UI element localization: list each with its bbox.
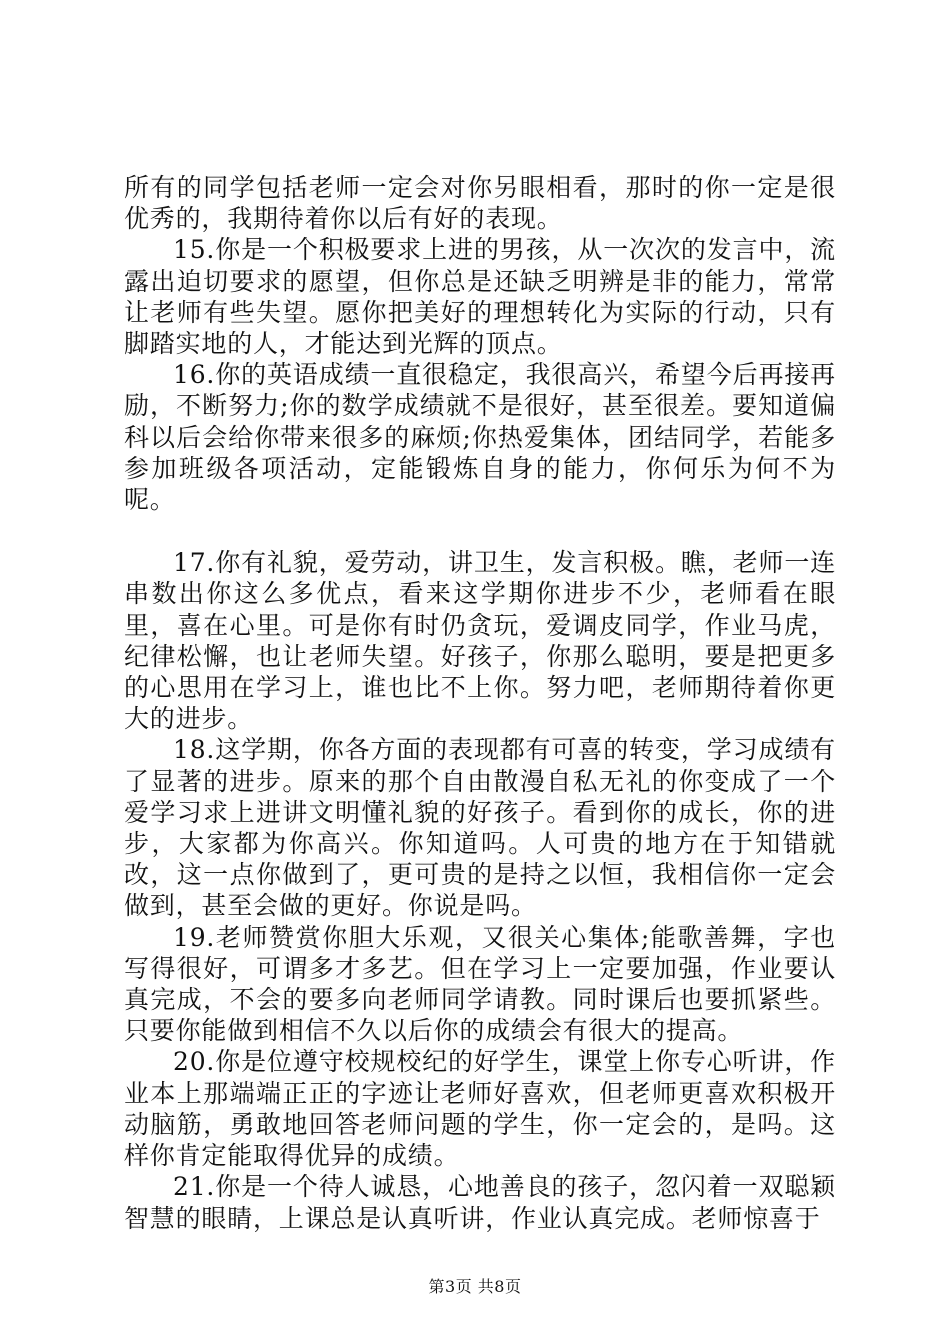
paragraph-20: 20.你是位遵守校规校纪的好学生，课堂上你专心听讲，作业本上那端端正正的字迹让老师好喜欢，但老师更喜欢积极开动脑筋，勇敢地回答老师问题的学生，你一定会的，是吗。这样你肯定能取得优异的成绩。 — [124, 1047, 836, 1171]
paragraph-21: 21.你是一个待人诚恳，心地善良的孩子，忽闪着一双聪颖智慧的眼睛，上课总是认真听讲，作业认真完成。老师惊喜于 — [124, 1172, 836, 1233]
paragraph-19: 19.老师赞赏你胆大乐观，又很关心集体;能歌善舞，字也写得很好，可谓多才多艺。但在学习上一定要加强，作业要认真完成，不会的要多向老师同学请教。同时课后也要抓紧些。只要你能做到相信不久以后你的成绩会有很大的提高。 — [124, 922, 836, 1046]
paragraph-16: 16.你的英语成绩一直很稳定，我很高兴，希望今后再接再励，不断努力;你的数学成绩就不是很好，甚至很差。要知道偏科以后会给你带来很多的麻烦;你热爱集体，团结同学，若能多参加班级各项活动，定能锻炼自身的能力，你何乐为何不为呢。 — [124, 360, 836, 515]
paragraph-15: 15.你是一个积极要求上进的男孩，从一次次的发言中，流露出迫切要求的愿望，但你总是还缺乏明辨是非的能力，常常让老师有些失望。愿你把美好的理想转化为实际的行动，只有脚踏实地的人，才能达到光辉的顶点。 — [124, 235, 836, 359]
paragraph-18: 18.这学期，你各方面的表现都有可喜的转变，学习成绩有了显著的进步。原来的那个自由散漫自私无礼的你变成了一个爱学习求上进讲文明懂礼貌的好孩子。看到你的成长，你的进步，大家都为你高兴。你知道吗。人可贵的地方在于知错就改，这一点你做到了，更可贵的是持之以恒，我相信你一定会做到，甚至会做的更好。你说是吗。 — [124, 735, 836, 921]
document-body — [124, 172, 836, 1234]
page-number-footer: 第3页 共8页 — [428, 1277, 522, 1296]
paragraph-14-continued: 所有的同学包括老师一定会对你另眼相看，那时的你一定是很优秀的，我期待着你以后有好的表现。 — [124, 173, 836, 234]
paragraph-17: 17.你有礼貌，爱劳动，讲卫生，发言积极。瞧，老师一连串数出你这么多优点，看来这学期你进步不少，老师看在眼里，喜在心里。可是你有时仍贪玩，爱调皮同学，作业马虎，纪律松懈，也让老师失望。好孩子，你那么聪明，要是把更多的心思用在学习上，谁也比不上你。努力吧，老师期待着你更大的进步。 — [124, 548, 836, 734]
